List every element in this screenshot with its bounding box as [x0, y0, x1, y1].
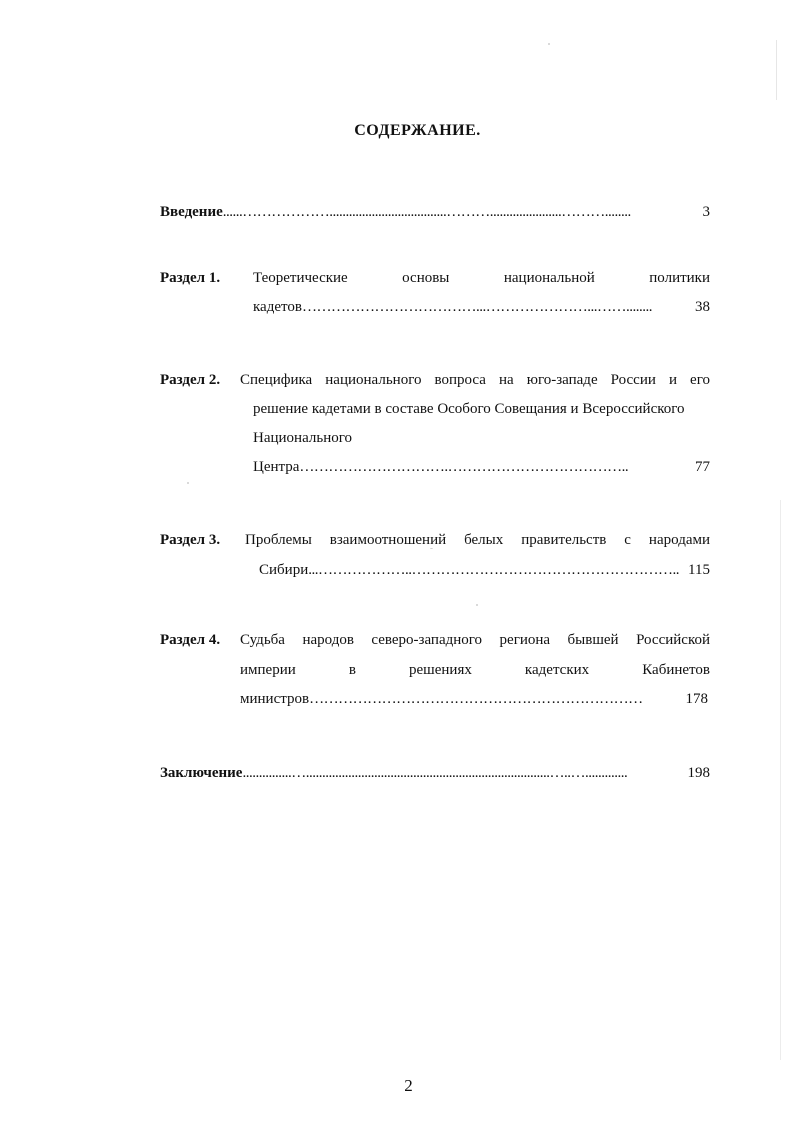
page-number: 2 [404, 1076, 413, 1095]
toc-section1-label: Раздел 1. [160, 270, 221, 286]
toc-section1-leader: ………………………………...…………………...……........ [301, 299, 652, 315]
toc-section3-label: Раздел 3. [160, 532, 221, 548]
toc-entry-conclusion [160, 759, 710, 788]
scan-speck [187, 482, 189, 484]
toc-conclusion-page: 198 [687, 765, 710, 781]
toc-section4-line3-text: министров [240, 691, 310, 707]
scan-speck [548, 43, 550, 45]
toc-section4-line3 [240, 685, 708, 714]
scan-speck [476, 604, 478, 606]
page-title: СОДЕРЖАНИЕ. [354, 122, 481, 139]
scan-speck [430, 548, 433, 549]
toc-section4-label: Раздел 4. [160, 632, 221, 648]
toc-section2-line3: Национального [253, 430, 352, 446]
toc-section1-line2-text: кадетов [253, 299, 302, 315]
toc-section3-line2 [259, 556, 710, 585]
toc-section2-leader: ………………………….……………………………….. [299, 459, 629, 475]
toc-section2-line1: Специфика национального вопроса на юго-западе России и его [240, 372, 710, 388]
toc-section4-page: 178 [685, 691, 708, 707]
toc-section1-page: 38 [695, 299, 710, 315]
toc-section2-line4 [253, 453, 710, 482]
toc-section3-leader: ...………………..……………………………………………….. [308, 562, 679, 578]
toc-section3-line2-text: Сибири [259, 562, 309, 578]
toc-section3-page: 115 [688, 562, 710, 578]
toc-section1-line2 [253, 293, 710, 322]
scan-speck [780, 500, 781, 1060]
toc-conclusion-leader: ...............…...........................................................................…..…............. [242, 765, 628, 781]
toc-intro-label: Введение [160, 204, 223, 220]
toc-entry-intro [160, 198, 710, 227]
toc-section3-line1: Проблемы взаимоотношений белых правительств с народами [245, 532, 710, 548]
toc-section2-page: 77 [695, 459, 710, 475]
toc-section2-label: Раздел 2. [160, 372, 221, 388]
toc-section2-line4-text: Центра [253, 459, 300, 475]
toc-section4-line1: Судьба народов северо-западного региона бывшей Российской [240, 632, 710, 648]
toc-section4-leader: …………………………………………………………… [309, 691, 643, 707]
toc-intro-leader: ......………………....................................………......................………........ [222, 204, 631, 220]
scan-speck [776, 40, 777, 100]
toc-section1-line1: Теоретические основы национальной политики [253, 270, 710, 286]
toc-section2-line2: решение кадетами в составе Особого Совещания и Всероссийского [253, 401, 685, 417]
toc-section4-line2: империи в решениях кадетских Кабинетов [240, 662, 710, 678]
toc-conclusion-label: Заключение [160, 765, 243, 781]
toc-intro-page: 3 [702, 204, 710, 220]
